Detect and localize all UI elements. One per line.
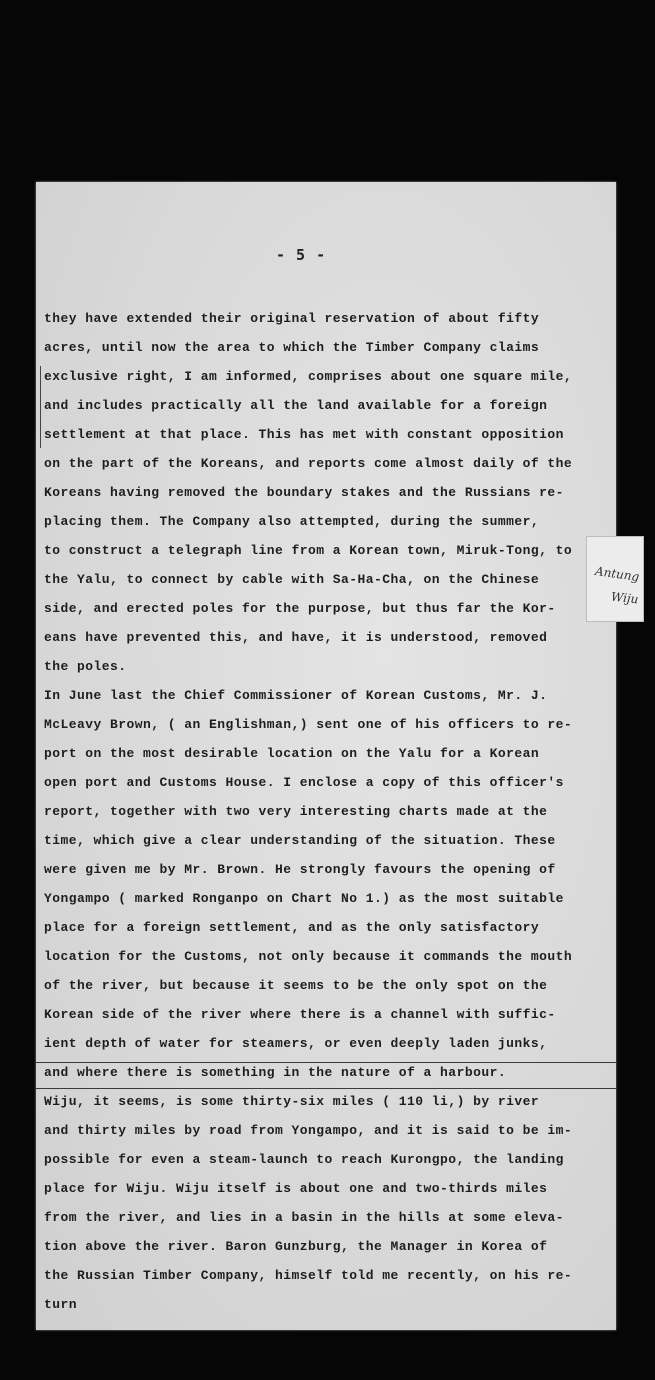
text-line: they have extended their original reservation of about fifty xyxy=(44,311,540,326)
text-line: the Russian Timber Company, himself told me recently, on his re- xyxy=(44,1268,573,1283)
text-line: Korean side of the river where there is a channel with suffic- xyxy=(44,1007,556,1022)
text-line: and includes practically all the land available for a foreign xyxy=(44,398,548,413)
text-line: eans have prevented this, and have, it is understood, removed xyxy=(44,630,548,645)
text-line: McLeavy Brown, ( an Englishman,) sent one of his officers to re- xyxy=(44,717,573,732)
text-line: port on the most desirable location on the Yalu for a Korean xyxy=(44,746,540,761)
text-line: settlement at that place. This has met with constant opposition xyxy=(44,427,564,442)
text-line: exclusive right, I am informed, comprises about one square mile, xyxy=(44,369,573,384)
text-line: placing them. The Company also attempted, during the summer, xyxy=(44,514,540,529)
text-line: the Yalu, to connect by cable with Sa-Ha-Cha, on the Chinese xyxy=(44,572,540,587)
text-line: turn xyxy=(44,1297,78,1312)
page-number: - 5 - xyxy=(276,246,327,264)
text-line: location for the Customs, not only because it commands the mouth xyxy=(44,949,573,964)
text-line: Wiju, it seems, is some thirty-six miles ( 110 li,) by river xyxy=(44,1094,540,1109)
letter-body xyxy=(44,304,604,1319)
text-line: the poles. xyxy=(44,659,127,674)
text-line: of the river, but because it seems to be the only spot on the xyxy=(44,978,548,993)
text-line: place for Wiju. Wiju itself is about one and two-thirds miles xyxy=(44,1181,548,1196)
text-line: to construct a telegraph line from a Korean town, Miruk-Tong, to xyxy=(44,543,573,558)
text-line: side, and erected poles for the purpose, but thus far the Kor- xyxy=(44,601,556,616)
text-line: In June last the Chief Commissioner of Korean Customs, Mr. J. xyxy=(44,688,548,703)
fold-line-lower xyxy=(36,1088,616,1089)
text-line: Koreans having removed the boundary stakes and the Russians re- xyxy=(44,485,564,500)
text-line: time, which give a clear understanding of the situation. These xyxy=(44,833,556,848)
margin-note-word: Antung xyxy=(594,563,641,585)
text-line: report, together with two very interesting charts made at the xyxy=(44,804,548,819)
text-line: from the river, and lies in a basin in the hills at some eleva- xyxy=(44,1210,564,1225)
fold-line-upper xyxy=(36,1062,616,1063)
text-line: ient depth of water for steamers, or even deeply laden junks, xyxy=(44,1036,548,1051)
text-line: and where there is something in the nature of a harbour. xyxy=(44,1065,507,1080)
text-line: tion above the river. Baron Gunzburg, the Manager in Korea of xyxy=(44,1239,548,1254)
text-line: place for a foreign settlement, and as the only satisfactory xyxy=(44,920,540,935)
margin-annotation xyxy=(586,536,644,622)
text-line: acres, until now the area to which the Timber Company claims xyxy=(44,340,540,355)
text-line: possible for even a steam-launch to reach Kurongpo, the landing xyxy=(44,1152,564,1167)
margin-note-word: Wiju xyxy=(610,589,640,607)
margin-bracket xyxy=(40,366,41,448)
text-line: on the part of the Koreans, and reports come almost daily of the xyxy=(44,456,573,471)
text-line: were given me by Mr. Brown. He strongly favours the opening of xyxy=(44,862,556,877)
text-line: open port and Customs House. I enclose a copy of this officer's xyxy=(44,775,564,790)
text-line: and thirty miles by road from Yongampo, and it is said to be im- xyxy=(44,1123,573,1138)
text-line: Yongampo ( marked Ronganpo on Chart No 1.) as the most suitable xyxy=(44,891,564,906)
